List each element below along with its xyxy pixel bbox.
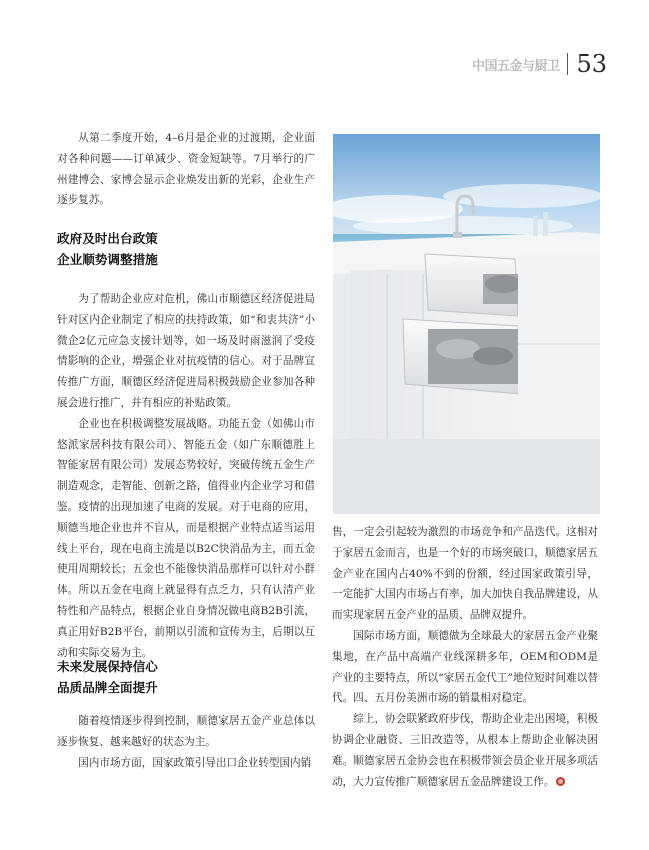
kitchen-photo: [333, 134, 600, 514]
intro-paragraph-block: [57, 128, 315, 211]
section2-paragraph: 随着疫情逐步得到控制，顺德家居五金产业总体以逐步恢复、越来越好的状态为主。: [57, 715, 315, 748]
right-paragraph: 售，一定会引起较为激烈的市场竞争和产品迭代。这相对于家居五金而言，也是一个好的市场突破口，顺德家居五金产业在国内占40%不到的份额，经过国家政策引导，一定能扩大国内市场占有率，加大加快自我品牌建设，从而实现家居五金产业的品质、品牌双提升。: [332, 526, 598, 622]
page-header: [472, 52, 607, 76]
right-paragraph: 国际市场方面，顺德做为全球最大的家居五金产业聚集地，在产品中高端产业线深耕多年，OEM和ODM是产业的主要特点，所以“家居五金代工”地位短时间难以替代。四、五月份美洲市场的销量相对稳定。: [332, 629, 598, 705]
section2-heading-line1: 未来发展保持信心: [57, 659, 158, 674]
kitchen-photo-icon: [333, 134, 600, 514]
right-paragraph-final: [332, 709, 598, 792]
section1-paragraph: 企业也在积极调整发展战略。功能五金（如佛山市悠派家居科技有限公司）、智能五金（如广东顺德胜上智能家居有限公司）发展态势较好，突破传统五金生产制造观念，走智能、创新之路，值得业内企业学习和借鉴。: [57, 417, 315, 513]
section2-heading: [57, 657, 158, 698]
right-column: [332, 522, 598, 792]
right-paragraph-text: 综上，协会联紧政府步伐，帮助企业走出困境，积极协调企业融资、三旧改造等，从根本上帮助企业解决困难。顺德家居五金协会也在积极带领会员企业开展多项活动，大力宣传推广顺德家居五金品牌建设工作。: [332, 713, 598, 788]
ecommerce-paragraph: 疫情的出现加速了电商的发展。对于电商的应用，顺德当地企业也并不盲从，而是根据产业特点适当运用线上平台，现在电商主流是以B2C快消品为主，而五金使用周期较长；五金也不能像快消品那样可以针对小群体。所以五金在电商上就显得有点乏力，只有认清产业特性和产品特点，根据企业自身情况做电商B2B引流，真正用好B2B平台，前期以引流和宣传为主，后期以互动和实际交易为主。: [57, 501, 315, 659]
section2-paragraph: 国内市场方面，国家政策引导出口企业转型国内销: [78, 756, 312, 769]
end-mark-icon: [556, 777, 565, 786]
section1-heading-line1: 政府及时出台政策: [57, 231, 158, 246]
section1-paragraph: 为了帮助企业应对危机，佛山市顺德区经济促进局针对区内企业制定了相应的扶持政策，如“和衷共济”小微企2亿元应急支援计划等，如一场及时雨滋润了受疫情影响的企业，增强企业对抗疫情的信心。对于品牌宣传推广方面，顺德区经济促进局积极鼓励企业参加各种展会进行推广，并有相应的补贴政策。: [57, 293, 315, 409]
section1-body: [57, 289, 315, 518]
section2-heading-line2: 品质品牌全面提升: [57, 679, 158, 695]
section1-heading-line2: 企业顺势调整措施: [57, 251, 158, 267]
header-divider: [567, 53, 568, 75]
section2-body: [57, 711, 315, 773]
magazine-name: 中国五金与厨卫: [471, 58, 560, 74]
intro-paragraph: 从第二季度开始，4–6月是企业的过渡期，企业面对各种问题——订单减少、资金短缺等。7月举行的广州建博会、家博会显示企业焕发出新的光彩，企业生产逐步复苏。: [57, 132, 315, 207]
section1-heading: [57, 229, 158, 270]
page-number: 53: [576, 50, 607, 78]
ecommerce-block: [57, 497, 315, 663]
